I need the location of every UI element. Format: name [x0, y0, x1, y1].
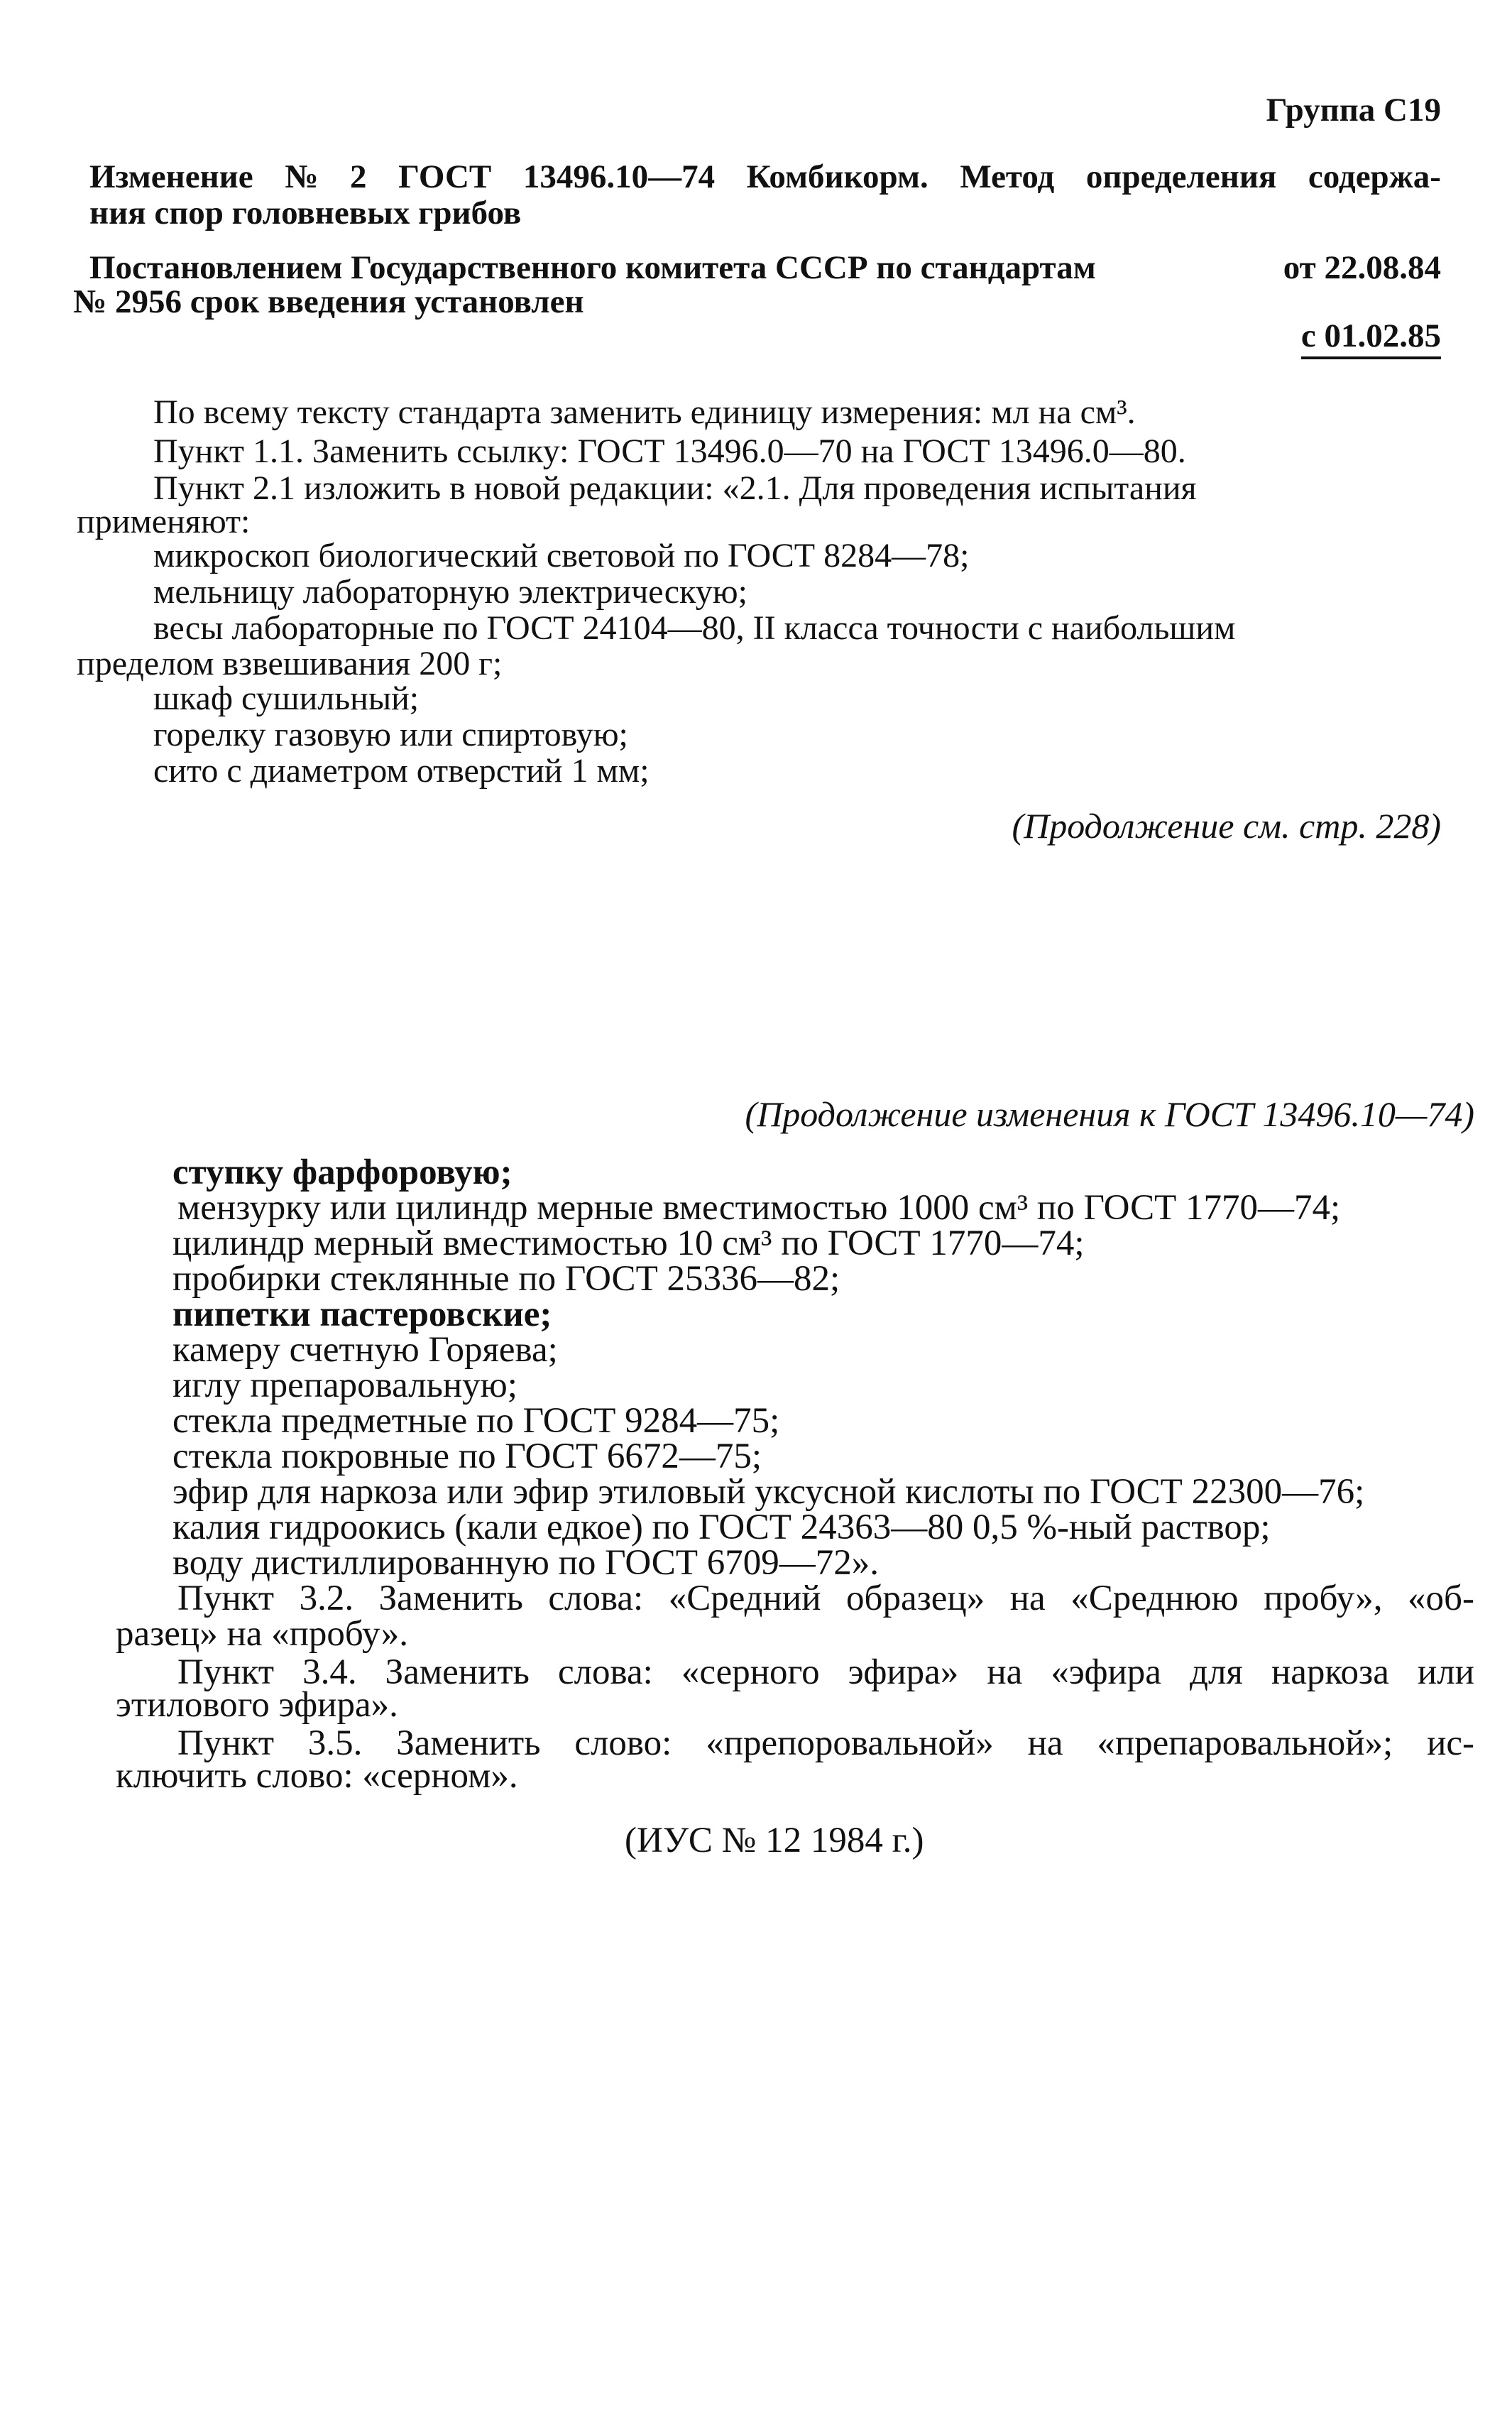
list-item: эфир для наркоза или эфир этиловый уксусной кислоты по ГОСТ 22300—76; — [172, 1472, 1365, 1512]
list-item: пипетки пастеровские; — [172, 1294, 552, 1334]
list-item: мельницу лабораторную электрическую; — [153, 573, 747, 611]
continuation-header: (Продолжение изменения к ГОСТ 13496.10—74) — [745, 1094, 1474, 1134]
word: слова: — [557, 1652, 653, 1692]
continuation-note: (Продолжение см. стр. 228) — [1012, 806, 1441, 846]
word: слова: — [548, 1579, 644, 1618]
word: ис- — [1427, 1723, 1474, 1763]
word: 3.2. — [299, 1579, 354, 1618]
clause-3-4-line-2: этилового эфира». — [116, 1685, 398, 1725]
list-item: цилиндр мерный вместимостью 10 см³ по ГОСТ 1770—74; — [172, 1223, 1085, 1263]
list-item: горелку газовую или спиртовую; — [153, 716, 628, 753]
word: пробу», — [1264, 1579, 1383, 1618]
word: «препаровальной»; — [1097, 1723, 1393, 1763]
word: 3.5. — [307, 1723, 363, 1763]
word: слово: — [574, 1723, 672, 1763]
list-item: сито с диаметром отверстий 1 мм; — [153, 752, 650, 790]
list-item: стекла предметные по ГОСТ 9284—75; — [172, 1401, 780, 1441]
word: определения — [1085, 158, 1277, 195]
text-line: Пункт 2.1 изложить в новой редакции: «2.1. Для проведения испытания — [153, 469, 1197, 507]
word: Метод — [960, 158, 1055, 195]
decree-date: от 22.08.84 — [1283, 249, 1441, 286]
list-item: ступку фарфоровую; — [172, 1152, 513, 1192]
word: содержа- — [1308, 158, 1441, 195]
text-line: Пункт 1.1. Заменить ссылку: ГОСТ 13496.0—70 на ГОСТ 13496.0—80. — [153, 432, 1186, 470]
group-label: Группа С19 — [1266, 92, 1441, 129]
word: Заменить — [396, 1723, 541, 1763]
word: образец» — [846, 1579, 985, 1618]
word: 13496.10—74 — [522, 158, 716, 195]
word: «препоровальной» — [706, 1723, 994, 1763]
decree-line-2: № 2956 срок введения установлен — [73, 283, 584, 320]
list-item: микроскоп биологический световой по ГОСТ 8284—78; — [153, 537, 970, 574]
word: «Средний — [668, 1579, 821, 1618]
list-item: шкаф сушильный; — [153, 680, 420, 717]
effective-date: с 01.02.85 — [1301, 317, 1441, 359]
word: или — [1417, 1652, 1474, 1692]
list-item: стекла покровные по ГОСТ 6672—75; — [172, 1437, 762, 1476]
word: «об- — [1408, 1579, 1474, 1618]
word: Пункт — [177, 1723, 275, 1763]
word: «Среднюю — [1070, 1579, 1239, 1618]
word: 3.4. — [302, 1652, 357, 1692]
list-item: мензурку или цилиндр мерные вместимостью 1000 см³ по ГОСТ 1770—74; — [177, 1188, 1341, 1228]
word: на — [1027, 1723, 1063, 1763]
word: наркоза — [1271, 1652, 1389, 1692]
word: эфира» — [848, 1652, 959, 1692]
list-item: калия гидроокись (кали едкое) по ГОСТ 24363—80 0,5 %-ный раствор; — [172, 1508, 1271, 1547]
word: Изменение — [89, 158, 253, 195]
title-line-2: ния спор головневых грибов — [89, 195, 522, 231]
word: для — [1190, 1652, 1243, 1692]
word: Комбикорм. — [746, 158, 928, 195]
word: на — [987, 1652, 1023, 1692]
word: «серного — [681, 1652, 820, 1692]
list-item: иглу препаровальную; — [172, 1365, 517, 1405]
title-line-1 — [89, 158, 1441, 196]
clause-3-2-line-2: разец» на «пробу». — [116, 1614, 408, 1654]
list-item: воду дистиллированную по ГОСТ 6709—72». — [172, 1543, 879, 1583]
word: № — [285, 158, 319, 195]
word: Пункт — [177, 1652, 275, 1692]
list-item-continuation: пределом взвешивания 200 г; — [77, 645, 503, 682]
word: Заменить — [385, 1652, 530, 1692]
word: 2 — [350, 158, 367, 195]
word: Заменить — [378, 1579, 523, 1618]
word: ГОСТ — [398, 158, 492, 195]
list-item: весы лабораторные по ГОСТ 24104—80, II класса точности с наибольшим — [153, 609, 1236, 647]
decree-line-1: Постановлением Государственного комитета СССР по стандартам — [89, 249, 1096, 286]
text-line: По всему тексту стандарта заменить единицу измерения: мл на см³. — [153, 393, 1136, 431]
list-item: пробирки стеклянные по ГОСТ 25336—82; — [172, 1259, 840, 1299]
source-reference: (ИУС № 12 1984 г.) — [625, 1821, 924, 1860]
word: «эфира — [1051, 1652, 1161, 1692]
clause-3-5-line-2: ключить слово: «серном». — [116, 1756, 518, 1796]
list-item: камеру счетную Горяева; — [172, 1330, 558, 1370]
word: Пункт — [177, 1579, 275, 1618]
text-line: применяют: — [77, 503, 251, 540]
word: на — [1009, 1579, 1046, 1618]
